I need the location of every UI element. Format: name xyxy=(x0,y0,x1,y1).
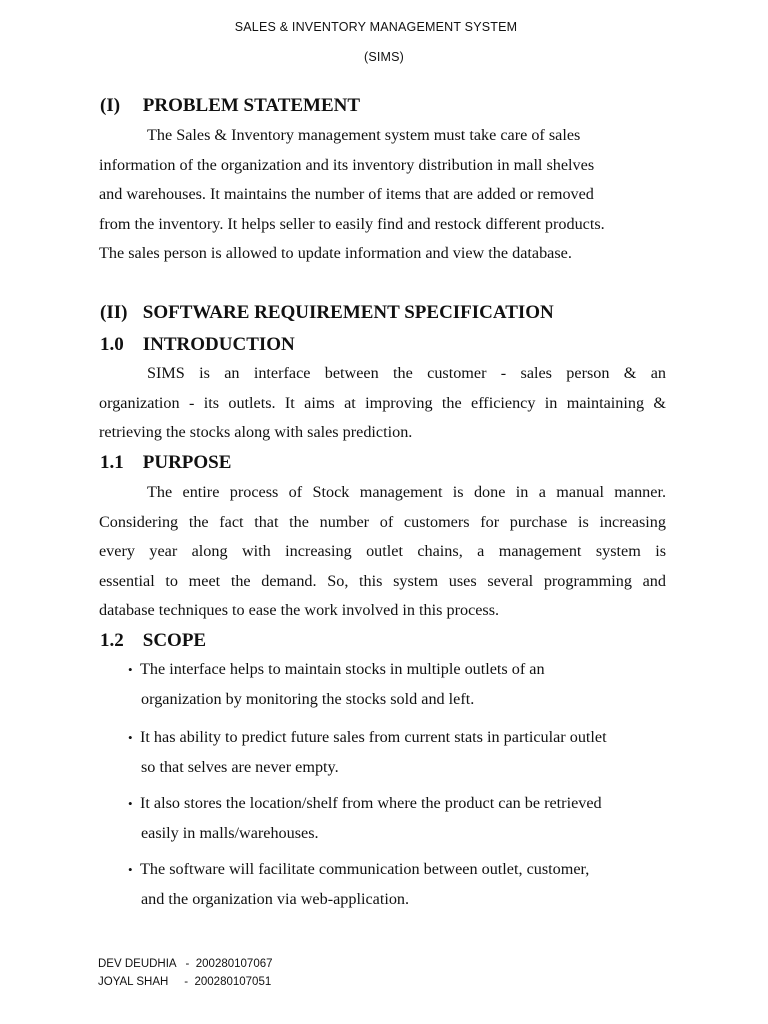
paragraph-line: Considering the fact that the number of customers for purchase is increasing xyxy=(99,512,666,531)
paragraph-line: The sales person is allowed to update information and view the database. xyxy=(99,244,572,262)
document-title: SALES & INVENTORY MANAGEMENT SYSTEM xyxy=(234,20,518,34)
footer-author-2: JOYAL SHAH - 200280107051 xyxy=(98,976,272,988)
scope-bullet-item xyxy=(128,723,607,782)
section-number: 1.2 xyxy=(100,630,124,651)
section-title: PROBLEM STATEMENT xyxy=(142,95,361,116)
section-number: 1.1 xyxy=(100,452,124,473)
document-subtitle: (SIMS) xyxy=(363,50,405,64)
paragraph-line: The Sales & Inventory management system must take care of sales xyxy=(147,126,581,144)
bullet-line: It has ability to predict future sales from current stats in particular outlet xyxy=(140,728,607,746)
section-heading-scope xyxy=(100,630,206,652)
introduction-paragraph xyxy=(99,359,666,448)
section-heading-srs xyxy=(100,302,554,324)
section-title: INTRODUCTION xyxy=(142,334,295,355)
paragraph-line: database techniques to ease the work involved in this process. xyxy=(99,601,500,619)
purpose-paragraph xyxy=(99,478,666,626)
scope-bullet-item xyxy=(128,789,602,848)
bullet-icon: • xyxy=(128,730,133,745)
scope-bullet-item xyxy=(128,655,545,714)
bullet-line: The interface helps to maintain stocks in multiple outlets of an xyxy=(140,660,545,678)
paragraph-line: information of the organization and its inventory distribution in mall shelves xyxy=(99,155,595,174)
section-heading-problem-statement xyxy=(100,95,360,117)
section-number: 1.0 xyxy=(100,334,124,355)
bullet-icon: • xyxy=(128,662,133,677)
paragraph-line: SIMS is an interface between the customer - sales person & an xyxy=(147,364,666,382)
paragraph-line: every year along with increasing outlet chains, a management system is xyxy=(99,542,666,560)
scope-bullet-item xyxy=(128,855,589,914)
problem-statement-paragraph xyxy=(99,121,666,269)
section-number: (I) xyxy=(100,95,121,116)
section-title: SCOPE xyxy=(142,630,207,651)
paragraph-line: organization - its outlets. It aims at improving the efficiency in maintaining & xyxy=(99,393,666,412)
paragraph-line: The entire process of Stock management is done in a manual manner. xyxy=(147,483,666,501)
bullet-line: and the organization via web-application. xyxy=(141,889,410,908)
paragraph-line: essential to meet the demand. So, this system uses several programming and xyxy=(99,571,666,590)
paragraph-line: from the inventory. It helps seller to easily find and restock different products. xyxy=(99,214,605,233)
paragraph-line: and warehouses. It maintains the number of items that are added or removed xyxy=(99,185,594,203)
section-heading-purpose xyxy=(100,452,231,474)
section-title: PURPOSE xyxy=(142,452,232,473)
bullet-line: The software will facilitate communication between outlet, customer, xyxy=(140,860,590,878)
section-title: SOFTWARE REQUIREMENT SPECIFICATION xyxy=(142,302,554,323)
bullet-line: easily in malls/warehouses. xyxy=(141,823,319,842)
bullet-icon: • xyxy=(128,796,133,811)
bullet-line: organization by monitoring the stocks sold and left. xyxy=(141,689,475,708)
footer-author-1: DEV DEUDHIA - 200280107067 xyxy=(98,958,273,970)
paragraph-line: retrieving the stocks along with sales prediction. xyxy=(99,423,413,441)
bullet-line: It also stores the location/shelf from where the product can be retrieved xyxy=(140,794,602,812)
section-number: (II) xyxy=(100,302,128,323)
bullet-icon: • xyxy=(128,862,133,877)
section-heading-introduction xyxy=(100,334,295,356)
bullet-line: so that selves are never empty. xyxy=(141,757,339,776)
